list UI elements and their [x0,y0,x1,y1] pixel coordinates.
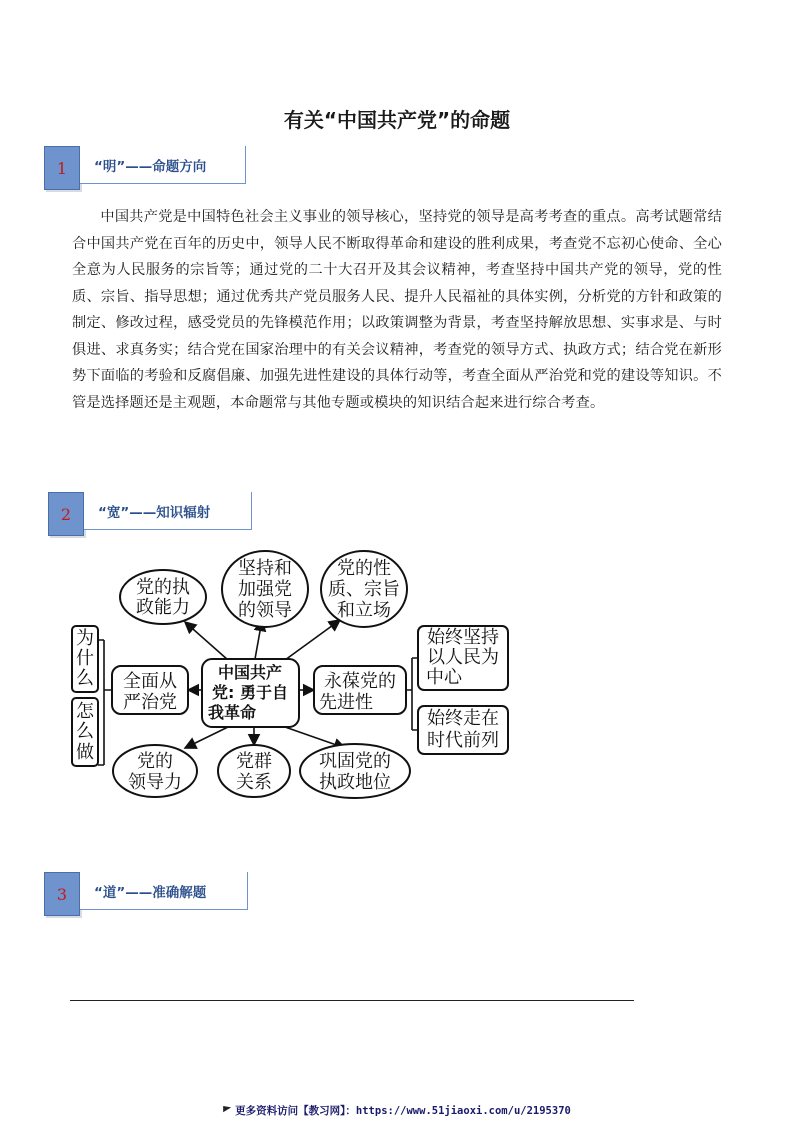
center-line-1: 中国共产 [217,663,283,682]
section-1-number: 1 [44,146,80,190]
center-line-3: 我革命 [207,703,257,722]
far-right-top-2: 以人民为 [427,647,499,668]
section-1-paragraph: 中国共产党是中国特色社会主义事业的领导核心，坚持党的领导是高考考查的重点。高考试题常结合中国共产党在百年的历史中，领导人民不断取得革命和建设的胜利成果，考查党不忘初心使命、全心全意为人民服务的宗旨等；通过党的二十大召开及其会议精神，考查坚持中国共产党的领导，党的性质、宗旨、指导思想；通过优秀共产党员服务人民、提升人民福祉的具体实例，分析党的方针和政策的制定、修改过程，感受党员的先锋模范作用；以政策调整为背景，考查坚持解放思想、实事求是、与时俱进、求真务实；结合党在国家治理中的有关会议精神，考查党的领导方式、执政方式；结合党在新形势下面临的考验和反腐倡廉、加强先进性建设的具体行动等，考查全面从严治党和党的建设等知识。不管是选择题还是主观题，本命题常与其他专题或模块的知识结合起来进行综合考查。 [72,209,722,411]
far-right-bottom-1: 始终走在 [427,708,499,729]
bottom-left-line-2: 领导力 [128,772,182,793]
top-right-line-1: 党的性 [337,558,391,579]
top-right-line-2: 质、宗旨 [328,579,400,600]
top-middle-line-3: 的领导 [238,600,292,621]
section-1-tab [80,146,246,184]
center-line-2: 党: 勇于自 [212,683,288,702]
page-title: 有关“中国共产党”的命题 [283,108,511,132]
top-right-line-3: 和立场 [337,600,391,621]
section-2-tab [84,492,252,530]
bottom-right-line-2: 执政地位 [319,772,391,793]
far-left-bottom-3: 做 [76,742,94,763]
top-middle-line-2: 加强党 [238,579,292,600]
section-3-tab [80,872,248,910]
section-2-label: “宽”——知识辐射 [98,504,211,521]
bottom-middle-line-1: 党群 [236,751,272,772]
top-middle-line-1: 坚持和 [238,558,292,579]
knowledge-mind-map [0,540,794,820]
far-right-top-1: 始终坚持 [427,627,499,648]
right-line-2: 先进性 [319,692,373,713]
far-left-top-1: 为 [76,628,94,649]
left-line-1: 全面从 [123,671,177,692]
left-line-2: 严治党 [123,692,177,713]
far-left-bottom-2: 么 [76,721,94,742]
flag-icon [223,1106,231,1115]
bottom-left-line-1: 党的 [137,751,173,772]
right-line-1: 永葆党的 [324,671,396,692]
far-left-top-3: 么 [76,668,94,689]
section-3-number: 3 [44,872,80,916]
section-2-number: 2 [48,492,84,536]
footer-link[interactable]: 更多资料访问【教习网】：https://www.51jiaoxi.com/u/2195370 [235,1105,571,1117]
far-right-bottom-2: 时代前列 [427,730,499,751]
top-left-line-2: 政能力 [136,597,190,618]
far-left-top-2: 什 [76,648,94,669]
bottom-right-line-1: 巩固党的 [319,751,391,772]
section-3-label: “道”——准确解题 [94,884,207,901]
top-left-line-1: 党的执 [136,577,190,598]
footer[interactable] [0,1103,794,1118]
section-1-label: “明”——命题方向 [94,158,207,175]
bottom-rule [70,1000,634,1001]
far-left-bottom-1: 怎 [76,701,94,722]
bottom-middle-line-2: 关系 [236,772,272,793]
far-right-top-3: 中心 [426,667,462,688]
